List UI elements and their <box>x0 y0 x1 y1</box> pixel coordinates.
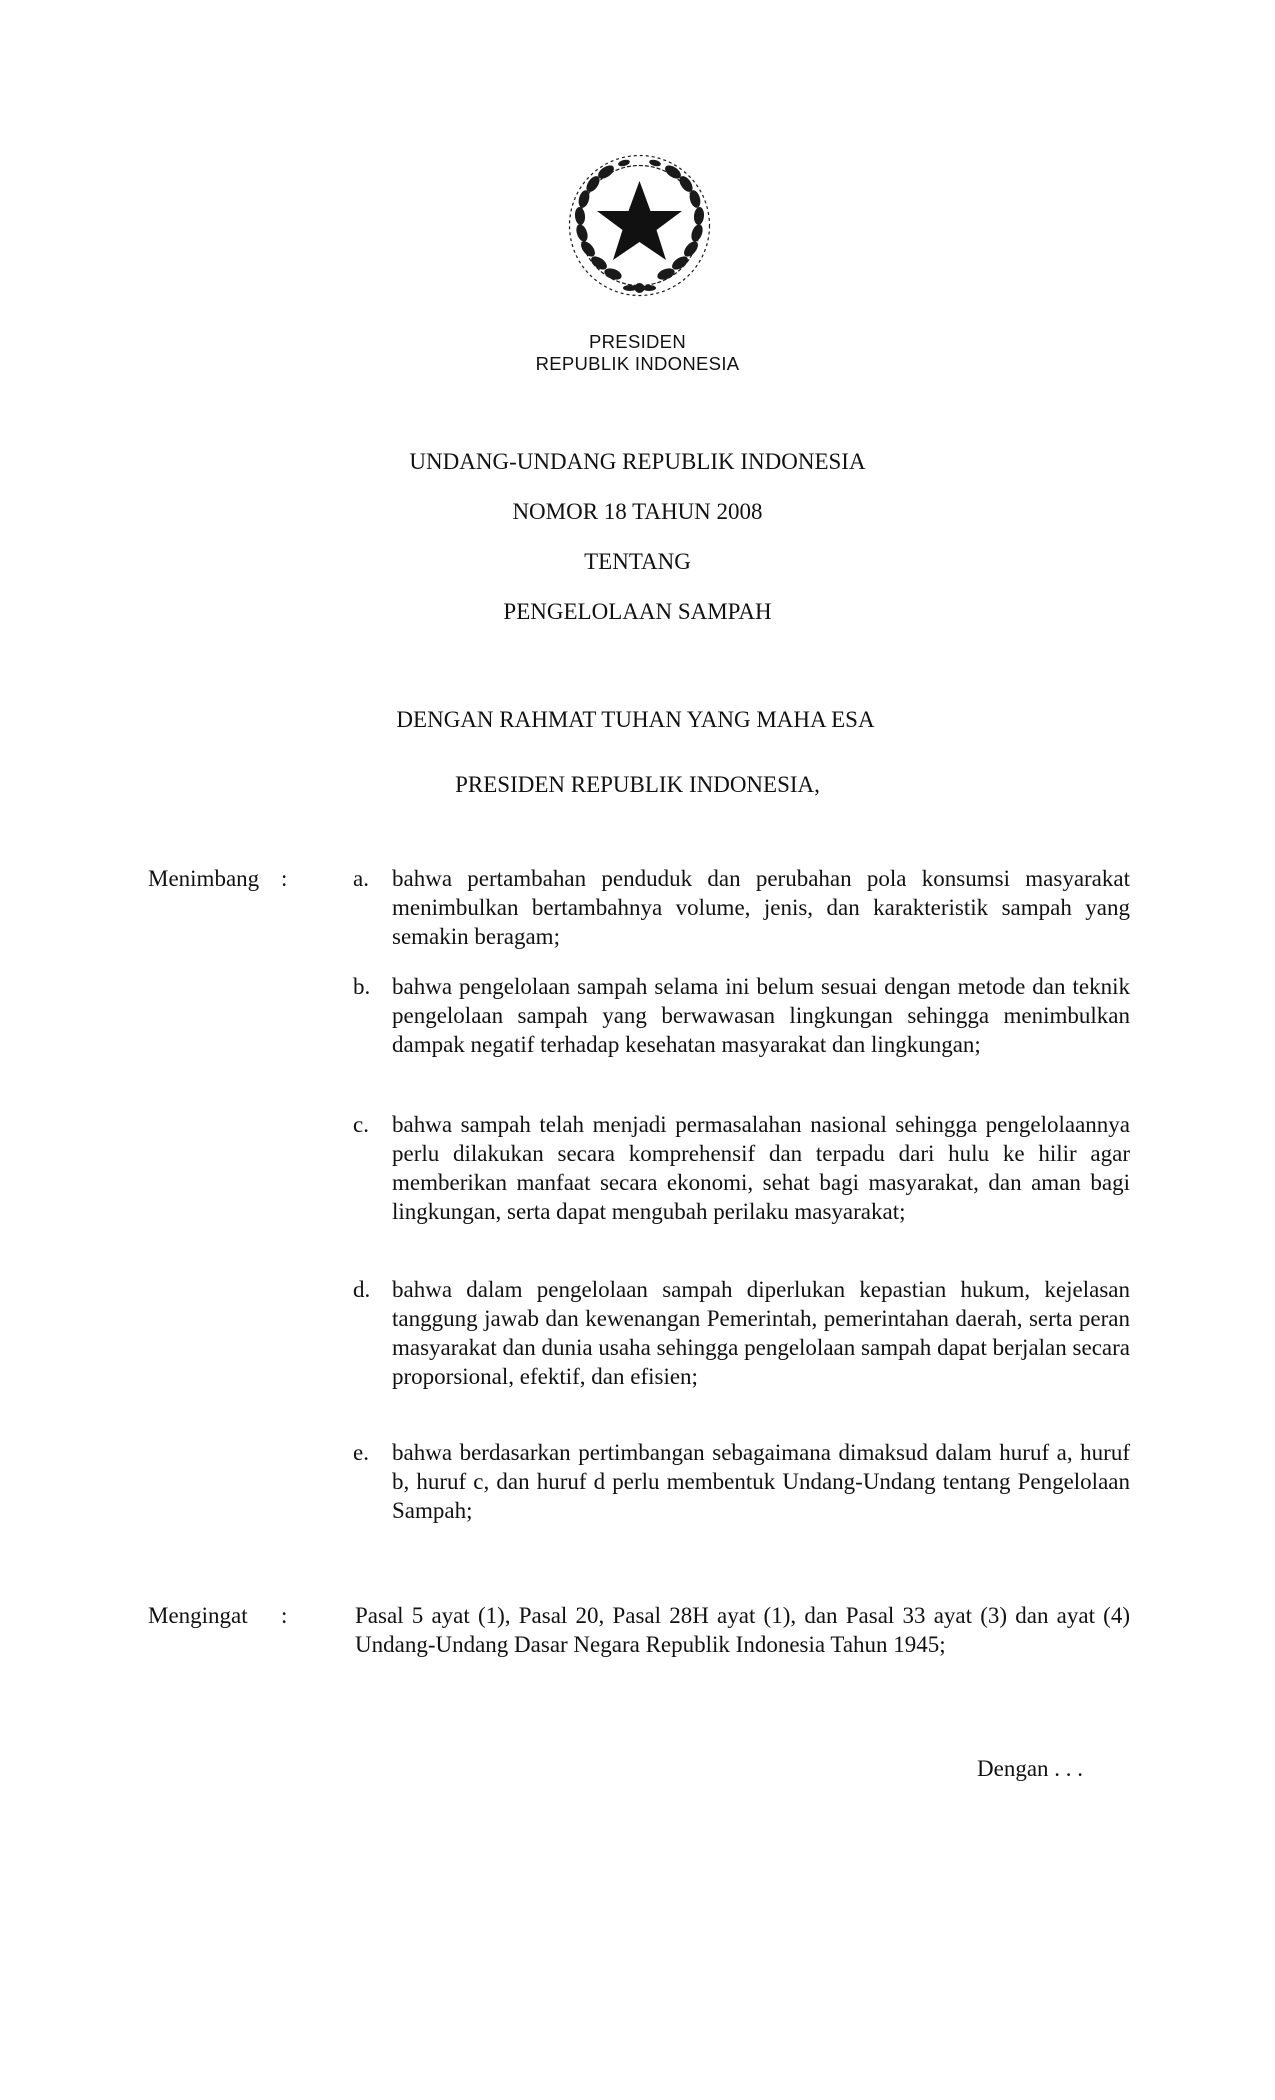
item-marker: b. <box>353 974 371 999</box>
law-subject: PENGELOLAAN SAMPAH <box>503 599 772 624</box>
item-text: bahwa dalam pengelolaan sampah diperlukan kepastian hukum, kejelasan tanggung jawab dan kewenangan Pemerintah, pemerintahan daerah, serta peran masyarakat dan dunia usaha sehingga pengelolaan sampah dapat berjalan secara proporsional, efektif, dan efisien; <box>392 1277 1130 1389</box>
menimbang-item-d <box>353 1275 1130 1391</box>
emblem-caption-republik: REPUBLIK INDONESIA <box>535 353 740 374</box>
garuda-emblem-icon <box>562 148 717 303</box>
item-text: bahwa sampah telah menjadi permasalahan nasional sehingga pengelolaannya perlu dilakukan secara komprehensif dan terpadu dari hulu ke hilir agar memberikan manfaat secara ekonomi, sehat bagi masyarakat, dan aman bagi lingkungan, serta dapat mengubah perilaku masyarakat; <box>392 1112 1130 1224</box>
preamble-rahmat: DENGAN RAHMAT TUHAN YANG MAHA ESA <box>396 707 875 732</box>
menimbang-item-a <box>353 864 1130 951</box>
page-continuation: Dengan . . . <box>977 1756 1084 1781</box>
law-number: NOMOR 18 TAHUN 2008 <box>512 499 763 524</box>
menimbang-item-e <box>353 1438 1130 1525</box>
mengingat-label: Mengingat <box>148 1603 248 1628</box>
menimbang-label: Menimbang <box>148 866 260 891</box>
mengingat-colon: : <box>281 1603 288 1628</box>
emblem-caption-presiden: PRESIDEN <box>589 331 686 352</box>
menimbang-colon: : <box>281 866 288 891</box>
item-marker: c. <box>353 1112 369 1137</box>
item-text: bahwa pertambahan penduduk dan perubahan pola konsumsi masyarakat menimbulkan bertambahnya volume, jenis, dan karakteristik sampah yang semakin beragam; <box>392 866 1130 949</box>
menimbang-item-c <box>353 1110 1130 1226</box>
item-text: bahwa pengelolaan sampah selama ini belum sesuai dengan metode dan teknik pengelolaan sampah yang berwawasan lingkungan sehingga menimbulkan dampak negatif terhadap kesehatan masyarakat dan lingkungan; <box>392 974 1130 1057</box>
item-text: bahwa berdasarkan pertimbangan sebagaimana dimaksud dalam huruf a, huruf b, huruf c, dan huruf d perlu membentuk Undang-Undang tentang Pengelolaan Sampah; <box>392 1440 1130 1523</box>
item-marker: a. <box>353 866 369 891</box>
mengingat-text: Pasal 5 ayat (1), Pasal 20, Pasal 28H ayat (1), dan Pasal 33 ayat (3) dan ayat (4) Undang-Undang Dasar Negara Republik Indonesia Tahun 1945; <box>355 1603 1130 1657</box>
law-tentang: TENTANG <box>584 549 691 574</box>
preamble-presiden: PRESIDEN REPUBLIK INDONESIA, <box>455 772 820 797</box>
item-marker: e. <box>353 1440 369 1465</box>
menimbang-item-b <box>353 972 1130 1059</box>
law-title: UNDANG-UNDANG REPUBLIK INDONESIA <box>409 449 866 474</box>
item-marker: d. <box>353 1277 371 1302</box>
